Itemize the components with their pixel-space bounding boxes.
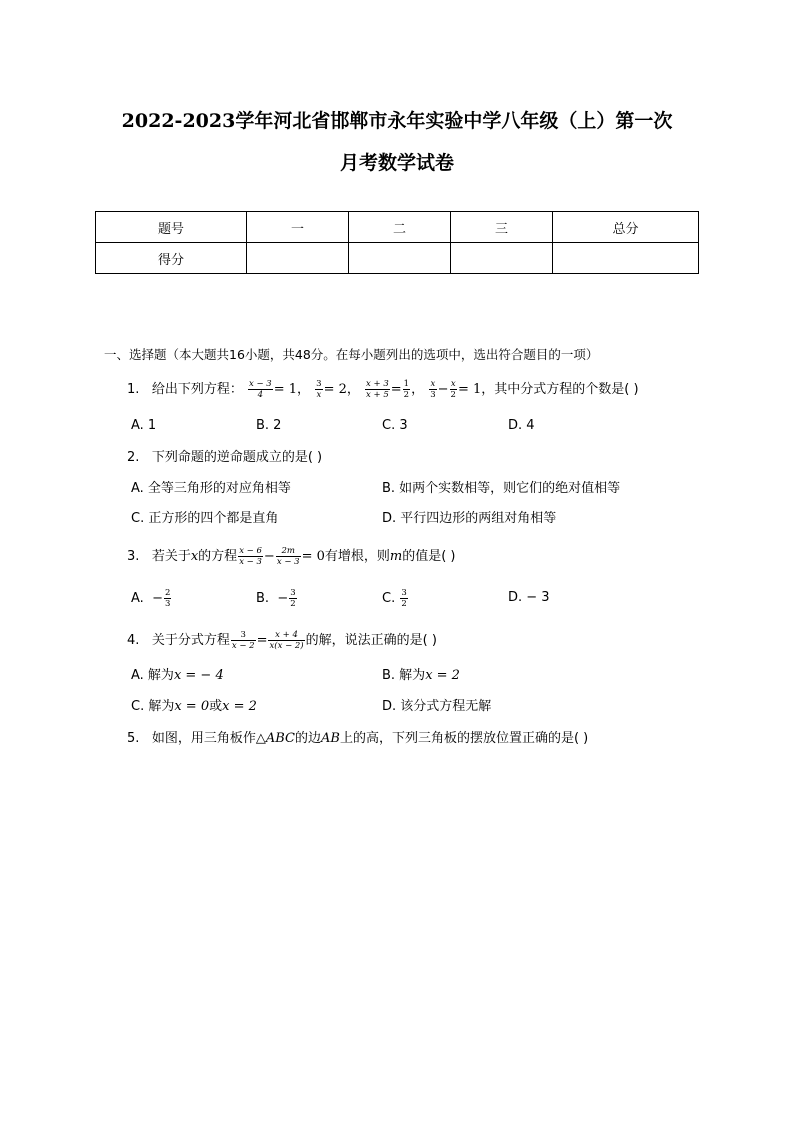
question-2 xyxy=(127,448,322,468)
q3-option-a: A. − $\frac{2}{3}$ xyxy=(131,588,171,609)
header-part-1: 一 xyxy=(247,212,349,243)
q3-option-b: B. − $\frac{3}{2}$ xyxy=(256,588,296,609)
q1-option-b: B. 2 xyxy=(256,418,282,433)
header-part-2: 二 xyxy=(349,212,451,243)
q3-option-d: D. − 3 xyxy=(508,590,550,605)
header-total: 总分 xyxy=(553,212,699,243)
q2-option-c: C. 正方形的四个都是直角 xyxy=(131,511,279,526)
section-heading: 一、选择题（本大题共16小题，共48分。在每小题列出的选项中，选出符合题目的一项） xyxy=(104,347,599,362)
fraction: $\frac{2}{3}$ xyxy=(164,588,171,609)
fraction: $\frac{1}{2}$ xyxy=(403,379,410,400)
fraction: $\frac{x}{2}$ xyxy=(450,379,456,400)
fraction: $\frac{3}{x}$ xyxy=(316,379,322,400)
fraction: $\frac{x + 4}{x(x - 2)}$ xyxy=(269,630,304,651)
score-table xyxy=(95,211,699,274)
fraction: $\frac{3}{2}$ xyxy=(290,588,296,609)
score-cell-part-1 xyxy=(247,243,349,274)
question-3: 3. 若关于x的方程 $\frac{x - 6}{x - 3}$ − $\frac{2m}{x - 3}$ = 0有增根，则m的值是( ) xyxy=(127,546,456,567)
question-stem: 下列命题的逆命题成立的是( ) xyxy=(151,450,323,465)
q1-option-d: D. 4 xyxy=(508,418,535,433)
question-tail: 上的高，下列三角板的摆放位置正确的是( ) xyxy=(339,731,589,746)
fraction: $\frac{x - 6}{x - 3}$ xyxy=(239,546,262,567)
question-number: 2. xyxy=(127,450,140,465)
fraction: $\frac{2m}{x - 3}$ xyxy=(276,546,300,567)
exam-title-line-2: 月考数学试卷 xyxy=(339,152,454,174)
q1-option-a: A. 1 xyxy=(131,418,157,433)
question-lead: 给出下列方程： xyxy=(151,382,243,397)
fraction: $\frac{x}{3}$ xyxy=(430,379,436,400)
q2-option-a: A. 全等三角形的对应角相等 xyxy=(131,481,291,496)
row-label-score: 得分 xyxy=(96,243,247,274)
question-5: 5. 如图，用三角板作△ABC的边AB上的高，下列三角板的摆放位置正确的是( ) xyxy=(127,731,589,746)
score-table-score-row xyxy=(96,243,699,274)
fraction: $\frac{3}{2}$ xyxy=(401,588,407,609)
question-tail: ，其中分式方程的个数是( ) xyxy=(481,382,639,397)
q4-option-c: C. 解为x = 0或x = 2 xyxy=(131,699,257,714)
fraction: $\frac{x - 3}{4}$ xyxy=(248,379,272,400)
question-number: 1. xyxy=(127,382,140,397)
fraction: $\frac{3}{x - 2}$ xyxy=(231,630,255,651)
q1-option-c: C. 3 xyxy=(382,418,408,433)
question-4: 4. 关于分式方程 $\frac{3}{x - 2}$ = $\frac{x + 4}{x(x - 2)}$ 的解，说法正确的是( ) xyxy=(127,630,437,651)
score-cell-part-3 xyxy=(451,243,553,274)
score-cell-part-2 xyxy=(349,243,451,274)
question-tail: 的解，说法正确的是( ) xyxy=(305,633,437,648)
q2-option-b: B. 如两个实数相等，则它们的绝对值相等 xyxy=(382,481,621,496)
q4-option-d: D. 该分式方程无解 xyxy=(382,699,492,714)
q2-option-d: D. 平行四边形的两组对角相等 xyxy=(382,511,557,526)
header-part-3: 三 xyxy=(451,212,553,243)
question-tail: 的值是( ) xyxy=(402,549,456,564)
q3-option-c: C. $\frac{3}{2}$ xyxy=(382,588,407,609)
score-cell-total xyxy=(553,243,699,274)
fraction: $\frac{x + 3}{x + 5}$ xyxy=(366,379,389,400)
q4-option-b: B. 解为x = 2 xyxy=(382,668,460,683)
question-number: 4. xyxy=(127,633,140,648)
question-1: 1. 给出下列方程： $\frac{x - 3}{4}$ = 1， $\frac{3}{x}$ = 2， $\frac{x + 3}{x + 5}$ = $\frac{1}{2}$ ， $\frac{x}{3}$ − $\frac{x}{2}$ = 1，其中分式方程的个数是( ) xyxy=(127,379,639,400)
exam-title-line-1: 2022-2023学年河北省邯郸市永年实验中学八年级（上）第一次 xyxy=(121,110,673,132)
question-number: 5. xyxy=(127,731,140,746)
q4-option-a: A. 解为x = − 4 xyxy=(131,668,224,683)
header-question-number: 题号 xyxy=(96,212,247,243)
score-table-header-row xyxy=(96,212,699,243)
question-number: 3. xyxy=(127,549,140,564)
